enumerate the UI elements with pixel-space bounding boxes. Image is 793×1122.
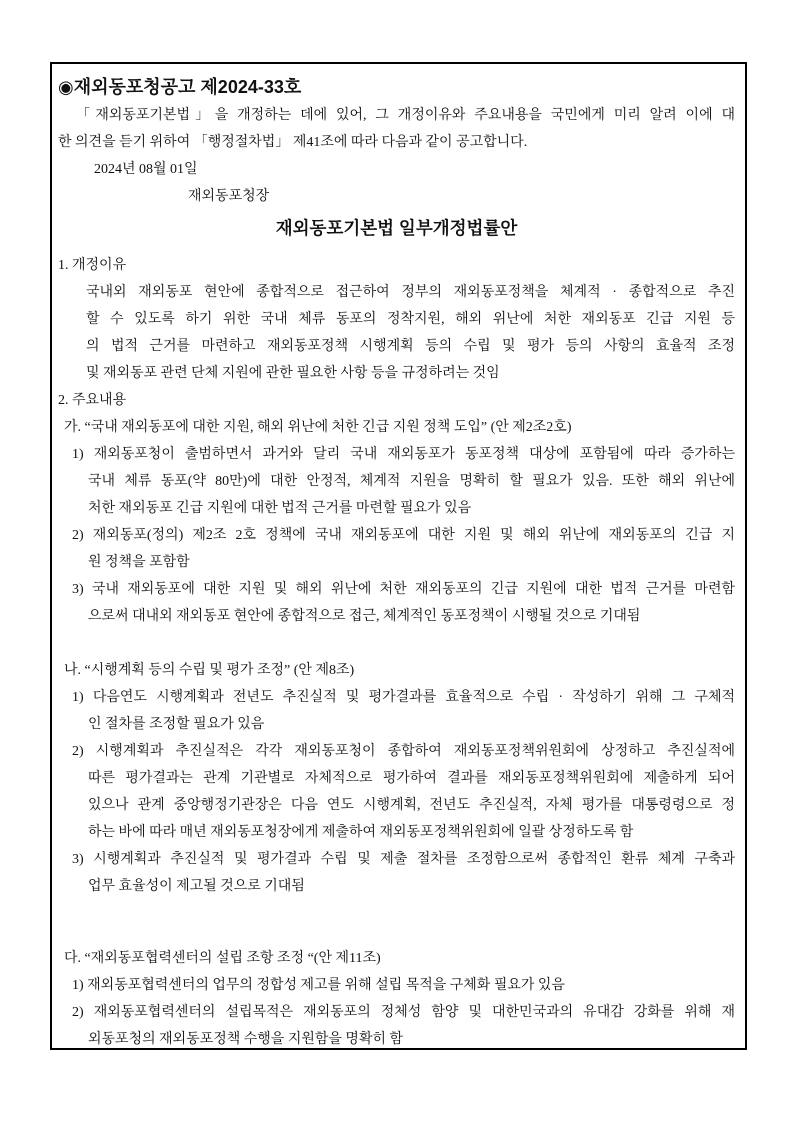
section-na-line: 인 절차를 조정할 필요가 있음 [88,717,265,732]
section-na-line: 2) 시행계획과 추진실적은 각각 재외동포청이 종합하여 재외동포정책위원회에 상정하고 추진실적에 [72,744,735,759]
reason-section-heading: 1. 개정이유 [58,258,127,273]
section-da-line: 외동포청의 재외동포정책 수행을 지원함을 명확히 함 [88,1032,404,1047]
section-na-line: 업무 효율성이 제고될 것으로 기대됨 [88,879,305,894]
section-ga-line: 원 정책을 포함함 [88,555,190,570]
section-ga-heading: 가. “국내 재외동포에 대한 지원, 해외 위난에 처한 긴급 지원 정책 도입” (안 제2조2호) [64,420,572,435]
notice-number-heading: ◉재외동포청공고 제2024-33호 [58,77,302,97]
section-ga-line: 3) 국내 재외동포에 대한 지원 및 해외 위난에 처한 재외동포의 긴급 지원에 대한 법적 근거를 마련함 [72,582,735,597]
reason-body-line: 국내외 재외동포 현안에 종합적으로 접근하여 정부의 재외동포정책을 체계적 · 종합적으로 추진 [86,285,735,300]
reason-body-line: 할 수 있도록 하기 위한 국내 체류 동포의 정착지원, 해외 위난에 처한 재외동포 긴급 지원 등 [86,312,735,327]
bill-title: 재외동포기본법 일부개정법률안 [275,218,518,238]
reason-body-line: 의 법적 근거를 마련하고 재외동포정책 시행계획 등의 수립 및 평가 등의 사항의 효율적 조정 [86,339,735,354]
section-na-line: 따른 평가결과는 관계 기관별로 자체적으로 평가하여 결과를 재외동포정책위원회에 제출하게 되어 [88,771,735,786]
reason-body-line: 및 재외동포 관련 단체 지원에 관한 필요한 사항 등을 규정하려는 것임 [86,366,500,381]
section-ga-line: 2) 재외동포(정의) 제2조 2호 정책에 국내 재외동포에 대한 지원 및 해외 위난에 재외동포의 긴급 지 [72,528,735,543]
section-da-line: 2) 재외동포협력센터의 설립목적은 재외동포의 정체성 함양 및 대한민국과의 유대감 강화를 위해 재 [72,1005,735,1020]
section-ga-line: 처한 재외동포 긴급 지원에 대한 법적 근거를 마련할 필요가 있음 [88,501,472,516]
section-na-line: 있으나 관계 중앙행정기관장은 다음 연도 시행계획, 전년도 추진실적, 자체 평가를 대통령령으로 정 [88,798,735,813]
section-na-line: 1) 다음연도 시행계획과 전년도 추진실적 및 평가결과를 효율적으로 수립 · 작성하기 위해 그 구체적 [72,690,735,705]
preamble-line-1: 「재외동포기본법」을 개정하는 데에 있어, 그 개정이유와 주요내용을 국민에게 미리 알려 이에 대 [76,108,735,123]
section-na-line: 하는 바에 따라 매년 재외동포청장에게 제출하여 재외동포정책위원회에 일괄 상정하도록 함 [88,825,634,840]
section-ga-line: 으로써 대내외 재외동포 현안에 종합적으로 접근, 체계적인 동포정책이 시행될 것으로 기대됨 [88,609,641,624]
agency-head-signature: 재외동포청장 [188,189,270,204]
section-na-line: 3) 시행계획과 추진실적 및 평가결과 수립 및 제출 절차를 조정함으로써 종합적인 환류 체계 구축과 [72,852,735,867]
section-da-line: 1) 재외동포협력센터의 업무의 정합성 제고를 위해 설립 목적을 구체화 필요가 있음 [72,978,565,993]
preamble-line-2: 한 의견을 듣기 위하여 「행정절차법」 제41조에 따라 다음과 같이 공고합니다. [58,135,528,150]
section-gap [58,900,735,945]
main-content-heading: 2. 주요내용 [58,393,127,408]
section-ga-line: 1) 재외동포청이 출범하면서 과거와 달리 국내 재외동포가 동포정책 대상에 포함됨에 따라 증가하는 [72,447,735,462]
section-na-heading: 나. “시행계획 등의 수립 및 평가 조정” (안 제8조) [64,663,355,678]
notice-date: 2024년 08월 01일 [94,162,198,177]
section-ga-line: 국내 체류 동포(약 80만)에 대한 안정적, 체계적 지원을 명확히 할 필요가 있음. 또한 해외 위난에 [88,474,735,489]
notice-border-box [50,62,747,1050]
section-gap [58,630,735,657]
section-da-heading: 다. “재외동포협력센터의 설립 조항 조정 “(안 제11조) [64,951,381,966]
